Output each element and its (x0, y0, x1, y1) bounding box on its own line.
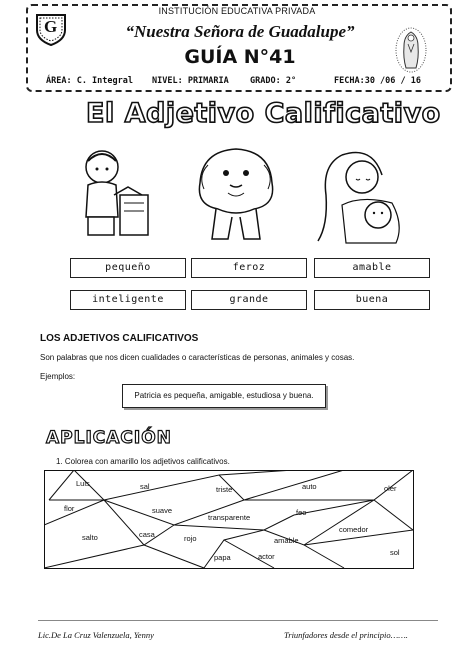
puzzle-word: feo (296, 508, 307, 517)
puzzle-word: auto (302, 482, 317, 491)
adjective-box: pequeño (70, 258, 186, 278)
puzzle-word: papa (214, 553, 231, 562)
puzzle-word: transparente (208, 513, 251, 522)
puzzle-word: salto (82, 533, 98, 542)
area-label: ÁREA: C. Integral (46, 76, 133, 86)
coloring-puzzle (44, 470, 424, 581)
adjective-box: amable (314, 258, 430, 278)
puzzle-word: comedor (339, 525, 369, 534)
puzzle-word: suave (152, 506, 173, 515)
example-box: Patricia es pequeña, amigable, estudiosa y buena. (122, 384, 326, 408)
level-label: NIVEL: PRIMARIA (152, 76, 229, 86)
puzzle-word: sal (140, 482, 150, 491)
puzzle-word: oler (384, 484, 397, 493)
guide-number: GUÍA N°41 (184, 46, 296, 68)
puzzle-word: casa (139, 530, 155, 539)
puzzle-word: Luis (76, 479, 90, 488)
examples-label: Ejemplos: (40, 372, 76, 381)
footer-author: Lic.De La Cruz Valenzuela, Yenny (38, 630, 154, 640)
puzzle-word: sol (390, 548, 400, 557)
page-title: El Adjetivo Calificativo (86, 98, 441, 129)
mother-child-icon (312, 145, 412, 250)
section-title: LOS ADJETIVOS CALIFICATIVOS (40, 333, 199, 344)
adjective-box: buena (314, 290, 430, 310)
boy-reading-icon (70, 145, 160, 250)
school-motto: “Nuestra Señora de Guadalupe” (125, 22, 355, 41)
lion-icon (188, 145, 284, 250)
footer-divider (38, 620, 438, 621)
adjective-box: feroz (191, 258, 307, 278)
definition-text: Son palabras que nos dicen cualidades o características de personas, animales y cosas. (40, 353, 355, 362)
logo-letter: G (44, 17, 58, 36)
puzzle-word: amable (274, 536, 299, 545)
adjective-box: grande (191, 290, 307, 310)
grade-label: GRADO: 2° (250, 76, 297, 86)
date-label: FECHA:30 /06 / 16 (334, 76, 421, 86)
school-name: INSTITUCIÓN EDUCATIVA PRIVADA (158, 6, 316, 16)
footer-slogan: Triunfadores desde el principio……. (284, 630, 408, 640)
puzzle-word: actor (258, 552, 275, 561)
puzzle-word: rojo (184, 534, 197, 543)
virgin-icon (394, 26, 428, 74)
puzzle-word: flor (64, 504, 75, 513)
school-logo (33, 12, 69, 46)
application-title: APLICACIÓN (46, 428, 172, 448)
instruction-text: 1. Colorea con amarillo los adjetivos calificativos. (56, 457, 230, 466)
puzzle-word: triste (216, 485, 233, 494)
adjective-box: inteligente (70, 290, 186, 310)
